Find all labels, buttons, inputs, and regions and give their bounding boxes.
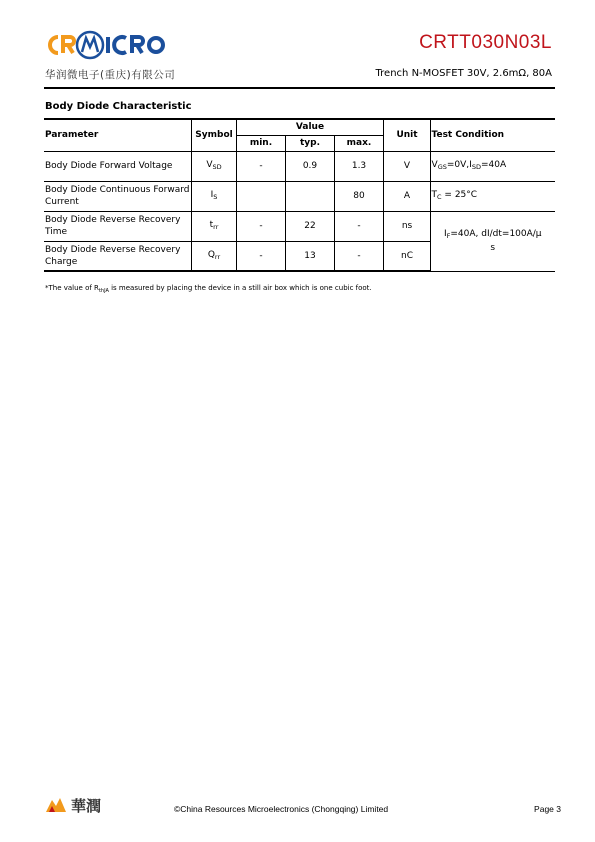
table-row xyxy=(44,181,555,211)
header-symbol: Symbol xyxy=(191,119,236,151)
footnote-subscript: thJA xyxy=(98,288,109,294)
condition-text: s xyxy=(490,243,496,253)
logo-chinese-text: 華潤 xyxy=(71,797,102,815)
footnote xyxy=(45,284,372,294)
min-cell: - xyxy=(236,151,285,181)
header-divider xyxy=(44,87,555,89)
test-condition-cell xyxy=(430,181,555,211)
condition-text: =0V,I xyxy=(446,160,472,170)
symbol-cell xyxy=(191,211,236,241)
typ-cell: 13 xyxy=(285,241,334,271)
parameter-cell: Body Diode Forward Voltage xyxy=(44,151,191,181)
symbol-subscript: rr xyxy=(213,223,219,231)
company-name-chinese: 华润微电子(重庆)有限公司 xyxy=(45,69,176,81)
china-resources-logo xyxy=(44,792,104,816)
max-cell: - xyxy=(334,211,383,241)
symbol-cell xyxy=(191,241,236,271)
condition-subscript: C xyxy=(437,193,442,201)
footer-copyright: ©China Resources Microelectronics (Chongqing) Limited xyxy=(174,804,389,814)
header-parameter: Parameter xyxy=(44,119,191,151)
table-row xyxy=(44,151,555,181)
max-cell: - xyxy=(334,241,383,271)
unit-cell: A xyxy=(383,181,430,211)
page-number: Page 3 xyxy=(534,804,561,814)
condition-subscript: GS xyxy=(437,163,447,171)
symbol-main: V xyxy=(206,160,213,170)
test-condition-cell xyxy=(430,211,555,271)
condition-text: V xyxy=(431,160,438,170)
body-diode-characteristic-table xyxy=(44,118,555,272)
parameter-cell: Body Diode Reverse Recovery Time xyxy=(44,211,191,241)
symbol-main: Q xyxy=(207,249,215,260)
symbol-subscript: SD xyxy=(212,163,222,171)
min-cell: - xyxy=(236,211,285,241)
typ-cell xyxy=(285,181,334,211)
typ-cell: 0.9 xyxy=(285,151,334,181)
symbol-main: t xyxy=(209,220,214,230)
max-cell: 1.3 xyxy=(334,151,383,181)
condition-text: = 25°C xyxy=(441,190,478,200)
part-number: CRTT030N03L xyxy=(419,32,552,53)
table-row xyxy=(44,211,555,241)
header-typ: typ. xyxy=(285,135,334,151)
unit-cell: nC xyxy=(383,241,430,271)
header-max: max. xyxy=(334,135,383,151)
typ-cell: 22 xyxy=(285,211,334,241)
condition-subscript: F xyxy=(446,232,451,240)
footnote-text: is measured by placing the device in a still air box which is one cubic foot. xyxy=(108,284,372,292)
symbol-subscript: rr xyxy=(214,252,221,261)
cr-micro-logo xyxy=(44,29,184,61)
unit-cell: V xyxy=(383,151,430,181)
condition-subscript: SD xyxy=(471,163,481,171)
header-unit: Unit xyxy=(383,119,430,151)
test-condition-cell xyxy=(430,151,555,181)
symbol-cell xyxy=(191,151,236,181)
condition-text: I xyxy=(443,229,447,239)
footnote-text: *The value of R xyxy=(45,284,99,292)
max-cell: 80 xyxy=(334,181,383,211)
parameter-cell: Body Diode Reverse Recovery Charge xyxy=(44,241,191,271)
symbol-subscript: S xyxy=(213,193,218,201)
condition-text: T xyxy=(431,190,438,200)
header-min: min. xyxy=(236,135,285,151)
min-cell xyxy=(236,181,285,211)
header-test-condition: Test Condition xyxy=(430,119,555,151)
header-value: Value xyxy=(236,119,383,135)
symbol-main: I xyxy=(210,190,214,200)
condition-text: =40A xyxy=(480,160,507,170)
symbol-cell xyxy=(191,181,236,211)
unit-cell: ns xyxy=(383,211,430,241)
part-description: Trench N-MOSFET 30V, 2.6mΩ, 80A xyxy=(375,68,552,79)
condition-text: =40A, dI/dt=100A/μ xyxy=(450,229,542,239)
min-cell: - xyxy=(236,241,285,271)
section-title: Body Diode Characteristic xyxy=(45,101,192,112)
parameter-cell: Body Diode Continuous Forward Current xyxy=(44,181,191,211)
